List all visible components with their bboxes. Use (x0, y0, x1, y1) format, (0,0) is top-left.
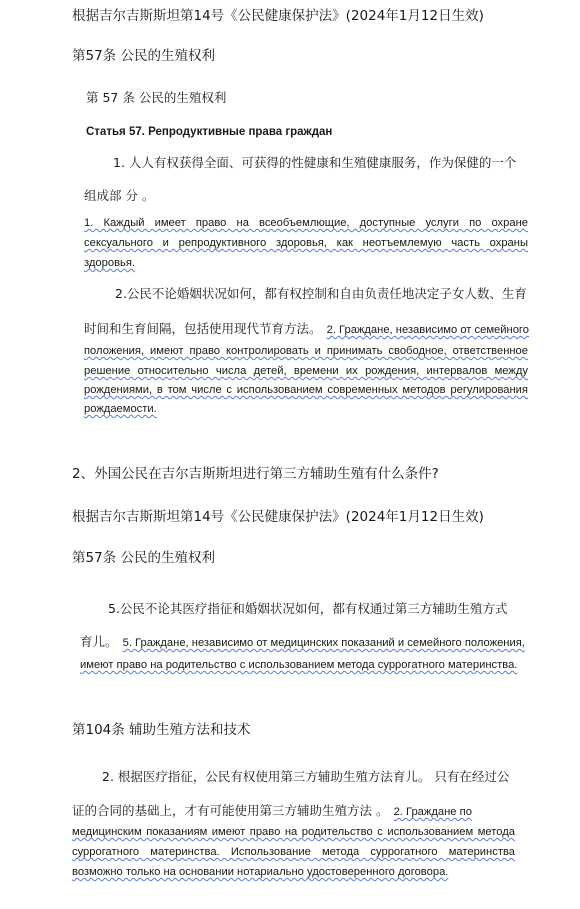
article-heading: 第104条 辅助生殖方法和技术 (72, 722, 251, 738)
paragraph-2-russian-line: решение относительно числа детей, времени их рождения, интервалов между (84, 365, 528, 377)
paragraph-5-russian-start: 5. Граждане, независимо от медицинских показаний и семейного положения, (122, 637, 525, 649)
paragraph-2-russian-line: положения, имеют право контролировать и принимать свободное, ответственное (84, 345, 528, 357)
article-104-chinese-end: 证的合同的基础上，才有可能使用第三方辅助生殖方法 。 (72, 803, 389, 818)
paragraph-5-russian-line: имеют право на родительство с использованием метода суррогатного материнства. (80, 659, 518, 671)
paragraph-5-chinese-end: 育儿。 (80, 634, 118, 649)
law-heading: 根据吉尔吉斯斯坦第14号《公民健康保护法》(2024年1月12日生效) (72, 8, 484, 24)
paragraph-5-chinese-line: 5.公民不论其医疗指征和婚姻状况如何，都有权通过第三方辅助生殖方式 (108, 601, 508, 616)
paragraph-1-russian-line: сексуального и репродуктивного здоровья, как неотъемлемую часть охраны (84, 237, 528, 249)
article-104-russian-start: 2. Граждане по (393, 806, 472, 818)
paragraph-5-mixed-line (80, 631, 525, 650)
article-heading: 第57条 公民的生殖权利 (72, 48, 215, 64)
article-heading-russian: Статья 57. Репродуктивные права граждан (86, 126, 333, 138)
article-104-russian-line: суррогатного материнства. Использование метода суррогатного материнства (72, 846, 515, 858)
paragraph-1-russian-line: 1. Каждый имеет право на всеобъемлющие, доступные услуги по охране (84, 217, 528, 229)
paragraph-2-mixed-line (84, 318, 529, 337)
article-104-mixed-line (72, 800, 472, 819)
paragraph-1-russian-line: здоровья. (84, 257, 136, 269)
paragraph-1-chinese-line: 1. 人人有权获得全面、可获得的性健康和生殖健康服务，作为保健的一个 (113, 155, 517, 170)
paragraph-2-russian-line: рождениями, в том числе с использованием современных методов регулирования (84, 384, 528, 396)
question-heading: 2、外国公民在吉尔吉斯斯坦进行第三方辅助生殖有什么条件? (72, 466, 439, 482)
paragraph-2-chinese-end: 时间和生育间隔，包括使用现代节育方法。 (84, 321, 322, 336)
article-104-russian-line: медицинским показаниям имеют право на родительство с использованием метода (72, 826, 515, 838)
article-heading: 第57条 公民的生殖权利 (72, 550, 215, 566)
article-heading-inner: 第 57 条 公民的生殖权利 (86, 90, 227, 105)
paragraph-2-russian-start: 2. Граждане, независимо от семейного (326, 324, 529, 336)
article-104-russian-line: возможно только на основании нотариально удостоверенного договора. (72, 866, 449, 878)
paragraph-2-russian-line: рождаемости. (84, 403, 157, 415)
law-heading: 根据吉尔吉斯斯坦第14号《公民健康保护法》(2024年1月12日生效) (72, 509, 484, 525)
article-104-chinese-line: 2. 根据医疗指征，公民有权使用第三方辅助生殖方法育儿。 只有在经过公 (102, 769, 510, 784)
paragraph-1-chinese-line: 组成部 分 。 (84, 188, 155, 203)
paragraph-2-chinese-line: 2.公民不论婚姻状况如何，都有权控制和自由负责任地决定子女人数、生育 (115, 286, 527, 301)
